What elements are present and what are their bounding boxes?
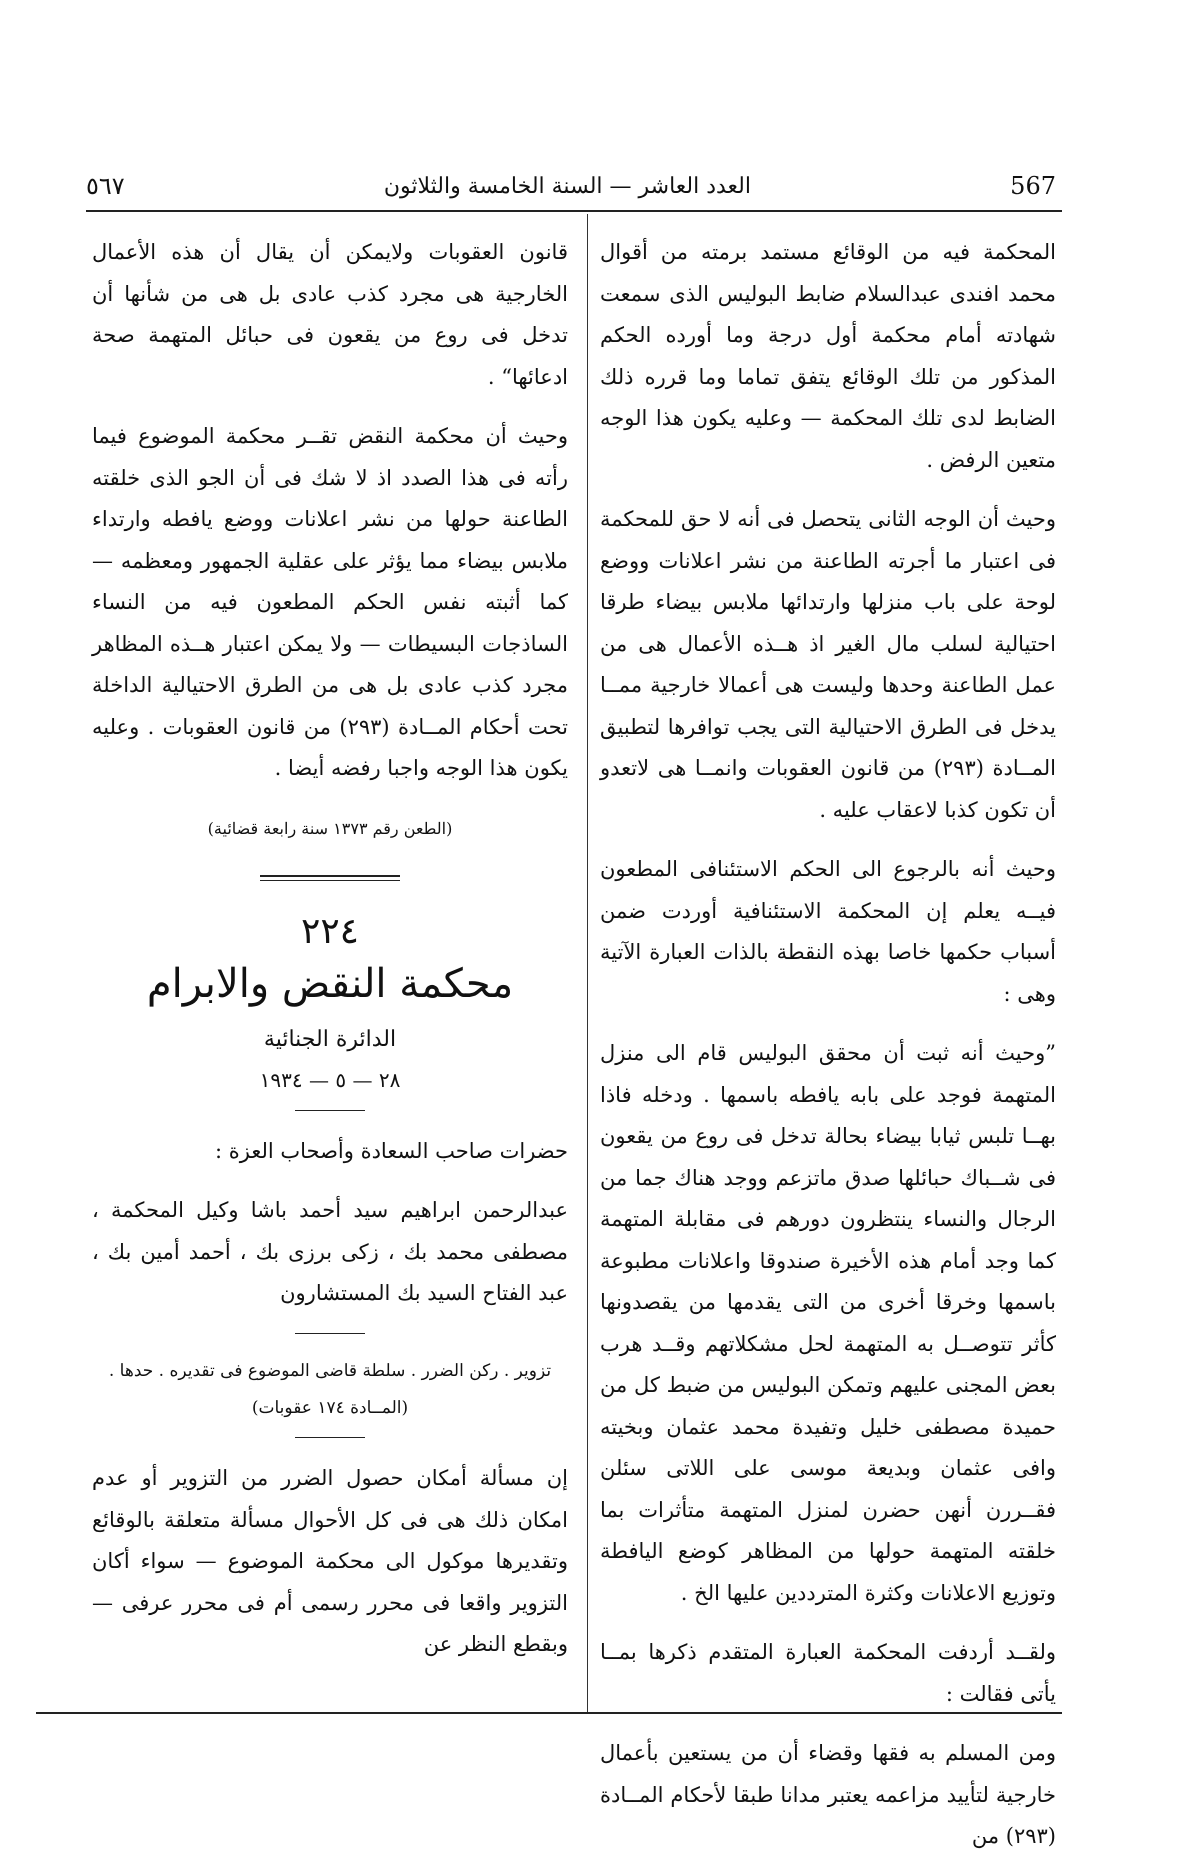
header-rule: [86, 210, 1062, 212]
presence-line: حضرات صاحب السعادة وأصحاب العزة :: [214, 1138, 568, 1163]
paragraph: ولقــد أردفت المحكمة العبارة المتقدم ذكرها بمــا يأتى فقالت :: [600, 1640, 1056, 1706]
paragraph: قانون العقوبات ولايمكن أن يقال أن هذه الأعمال الخارجية هى مجرد كذب عادى بل هى من شأنها أن تدخل فى روع من يقعون فى حبائل المتهمة صحة ادعائها“ .: [92, 240, 568, 389]
paragraph: وحيث أن الوجه الثانى يتحصل فى أنه لا حق للمحكمة فى اعتبار ما أجرته الطاعنة من نشر اعلانات ووضع لوحة على باب منزلها وارتدائها ملابس بيضاء طرقا احتيالية لسلب مال الغير اذ هــذه الأعمال هى من عمل الطاعنة وحدها وليست هى أعمالا خارجية ممــا يدخل فى الطرق الاحتيالية التى يجب توافرها لتطبيق المــادة (٢٩٣) من قانون العقوبات وانمــا هى لاتعدو أن تكون كذبا لاعقاب عليه .: [600, 507, 1056, 822]
column-divider: [587, 214, 588, 1714]
paragraph: ومن المسلم به فقها وقضاء أن من يستعين بأعمال خارجية لتأييد مزاعمه يعتبر مدانا طبقا لأحكام المــادة (٢٩٣) من: [600, 1741, 1056, 1848]
page-number-latin: 567: [1010, 172, 1056, 200]
case-number: ٢٢٤: [300, 911, 359, 952]
running-title: العدد العاشر — السنة الخامسة والثلاثون: [383, 173, 751, 199]
article-reference: (المــادة ١٧٤ عقوبات): [251, 1397, 409, 1418]
footer-rule: [36, 1712, 1062, 1714]
divider: [295, 1110, 365, 1111]
paragraph: وحيث أنه بالرجوع الى الحكم الاستئنافى المطعون فيــه يعلم إن المحكمة الاستئنافية أوردت ضمن أسباب حكمها خاصا بهذه النقطة بالذات العبارة الآتية وهى :: [600, 857, 1056, 1006]
judges-list: عبدالرحمن ابراهيم سيد أحمد باشا وكيل المحكمة ، مصطفى محمد بك ، زكى برزى بك ، أحمد أمين بك ، عبد الفتاح السيد بك المستشارون: [92, 1198, 568, 1305]
section-separator: [260, 875, 400, 881]
principle-paragraph: إن مسألة أمكان حصول الضرر من التزوير أو عدم امكان ذلك هى فى كل الأحوال مسألة متعلقة بالوقائع وتقديرها موكول الى محكمة الموضوع — سواء أكان التزوير واقعا فى محرر رسمى أم فى محرر عرفى — وبقطع النظر عن: [92, 1466, 568, 1656]
circuit-name: الدائرة الجنائية: [263, 1026, 397, 1052]
paragraph: وحيث أن محكمة النقض تقــر محكمة الموضوع فيما رأته فى هذا الصدد اذ لا شك فى أن الجو الذى خلقته الطاعنة حولها من نشر اعلانات ووضع يافطه وارتداء ملابس بيضاء مما يؤثر على عقلية الجمهور ومعظمه — كما أثبته نفس الحكم المطعون فيه من النساء الساذجات البسيطات — ولا يمكن اعتبار هــذه المظاهر مجرد كذب عادى بل هى من الطرق الاحتيالية الداخلة تحت أحكام المــادة (٢٩٣) من قانون العقوبات . وعليه يكون هذا الوجه واجبا رفضه أيضا .: [92, 424, 568, 780]
divider: [295, 1333, 365, 1334]
right-column: [600, 232, 1056, 1876]
paragraph: المحكمة فيه من الوقائع مستمد برمته من أقوال محمد افندى عبدالسلام ضابط البوليس الذى سمعت شهادته أمام محكمة أول درجة وما أورده الحكم المذكور من تلك الوقائع يتفق تماما وما قرره ذلك الضابط لدى تلك المحكمة — وعليه يكون هذا الوجه متعين الرفض .: [600, 240, 1056, 472]
ruling-date: ٢٨ — ٥ — ١٩٣٤: [259, 1068, 401, 1092]
appeal-note: (الطعن رقم ١٣٧٣ سنة رابعة قضائية): [207, 818, 453, 838]
left-column: [92, 232, 568, 1684]
keywords: تزوير . ركن الضرر . سلطة قاضى الموضوع فى تقديره . حدها .: [108, 1360, 552, 1381]
divider: [295, 1437, 365, 1438]
page-number-arabic: ٥٦٧: [86, 172, 125, 200]
quoted-paragraph: ”وحيث أنه ثبت أن محقق البوليس قام الى منزل المتهمة فوجد على بابه يافطه باسمها . ودخله فاذا بهــا تلبس ثيابا بيضاء بحالة تدخل فى روع من يقعون فى شــباك حبائلها صدق ماتزعم ووجد هناك جما من الرجال والنساء ينتظرون دورهم فى مقابلة المتهمة كما وجد أمام هذه الأخيرة صندوقا واعلانات مطبوعة باسمها وخرقا أخرى من التى يقدمها من يقصدونها كأثر تتوصــل به المتهمة لحل مشكلاتهم وقــد هرب بعض المجنى عليهم وتمكن البوليس من ضبط كل من حميدة مصطفى خليل وتفيدة محمد عثمان وبخيته وافى عثمان وبديعة موسى على اللاتى سئلن فقــررن أنهن حضرن لمنزل المتهمة متأثرات بما خلقته المتهمة حولها من المظاهر كوضع اليافطة وتوزيع الاعلانات وكثرة المترددين عليها الخ .: [600, 1041, 1056, 1605]
court-name: محكمة النقض والابرام: [146, 960, 514, 1007]
page-header: [86, 166, 1056, 206]
